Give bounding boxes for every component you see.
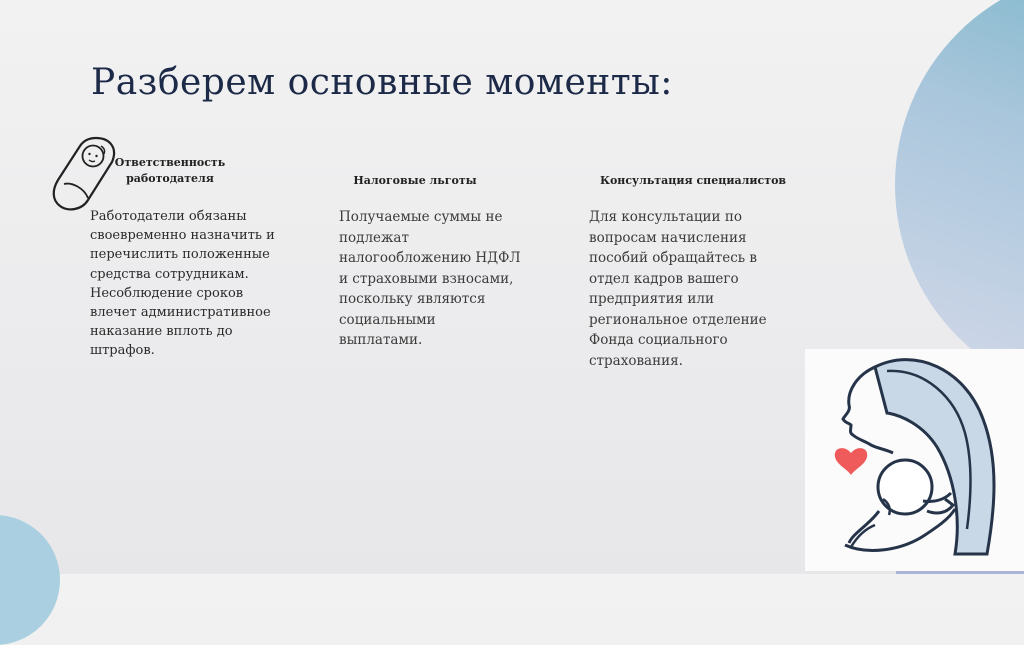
text-line: наказание вплоть до bbox=[90, 324, 233, 340]
text-line: страхования. bbox=[589, 352, 683, 369]
text-line: влечет административное bbox=[90, 305, 271, 321]
text-line: и страховыми взносами, bbox=[339, 270, 514, 287]
text-line: Для консультации по bbox=[589, 209, 742, 225]
column-heading-responsibility bbox=[88, 155, 252, 187]
text-line: поскольку являются bbox=[339, 291, 486, 307]
column-heading-tax-benefits bbox=[340, 173, 490, 189]
text-line: социальными bbox=[339, 311, 436, 328]
text-line: предприятия или bbox=[589, 291, 714, 307]
heading-line: Ответственность bbox=[114, 156, 226, 169]
text-line: выплатами. bbox=[339, 332, 423, 348]
text-line: вопросам начисления bbox=[589, 229, 747, 246]
heart-icon bbox=[835, 448, 867, 475]
slide-title: Разберем основные моменты: bbox=[91, 62, 673, 103]
text-line: пособий обращайтесь в bbox=[589, 250, 758, 266]
heading-line: работодателя bbox=[126, 172, 214, 185]
mother-and-baby-illustration bbox=[805, 349, 1024, 571]
column-text-responsibility bbox=[90, 207, 275, 361]
column-text-consultation bbox=[589, 207, 767, 371]
text-line: Несоблюдение сроков bbox=[90, 285, 244, 301]
text-line: отдел кадров вашего bbox=[589, 270, 739, 287]
text-line: Фонда социального bbox=[589, 332, 728, 348]
text-line: Получаемые суммы не bbox=[339, 209, 503, 225]
decorative-circle-left bbox=[0, 515, 60, 645]
column-text-tax-benefits bbox=[339, 207, 521, 351]
text-line: подлежат bbox=[339, 229, 409, 246]
column-heading-consultation bbox=[598, 173, 788, 189]
text-line: региональное отделение bbox=[589, 311, 767, 328]
text-line: своевременно назначить и bbox=[90, 228, 275, 244]
heading-line: Консультация специалистов bbox=[599, 174, 787, 187]
decorative-circle-right bbox=[895, 0, 1024, 400]
text-line: налогообложению НДФЛ bbox=[339, 250, 521, 266]
heading-line: Налоговые льготы bbox=[353, 174, 477, 187]
text-line: Работодатели обязаны bbox=[90, 209, 247, 224]
text-line: перечислить положенные bbox=[90, 247, 270, 263]
text-line: штрафов. bbox=[90, 343, 155, 359]
text-line: средства сотрудникам. bbox=[90, 266, 249, 282]
